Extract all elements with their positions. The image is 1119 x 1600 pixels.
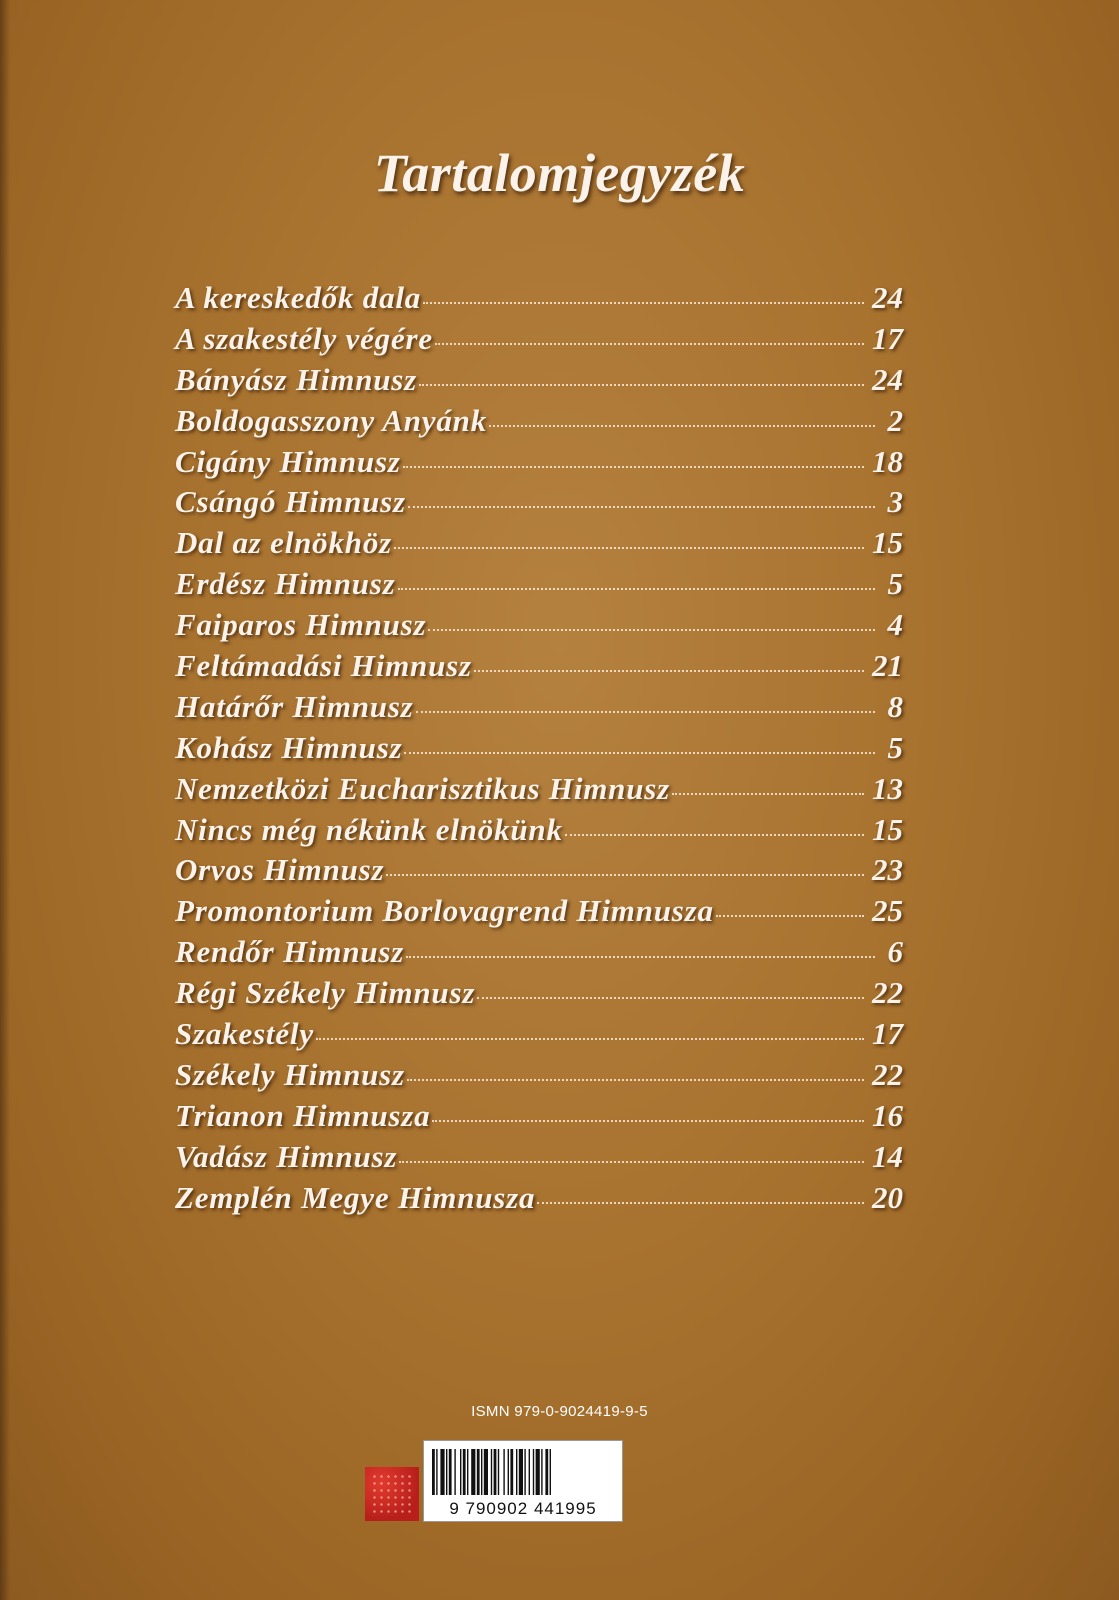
toc-entry-title: Dal az elnökhöz: [175, 525, 392, 561]
barcode-bar: [432, 1449, 435, 1495]
toc-entry: [175, 1098, 903, 1139]
barcode-bar: [460, 1449, 461, 1495]
toc-entry-page: 4: [887, 607, 903, 643]
toc-entry-page: 2: [887, 402, 903, 438]
toc-dot-leader: [316, 1038, 864, 1040]
toc-entry-title: Orvos Himnusz: [175, 852, 385, 888]
toc-entry: [175, 321, 903, 362]
barcode-bar: [477, 1449, 480, 1495]
table-of-contents: [175, 280, 903, 1220]
toc-entry-page: 17: [872, 1016, 903, 1052]
toc-dot-leader: [423, 302, 864, 304]
barcode-bar: [508, 1449, 509, 1495]
toc-entry-page: 17: [872, 320, 903, 356]
toc-entry-page: 18: [872, 443, 903, 479]
toc-dot-leader: [398, 588, 875, 590]
barcode-bar: [541, 1449, 542, 1495]
barcode-bar: [550, 1449, 551, 1495]
toc-entry: [175, 852, 903, 893]
toc-entry: [175, 648, 903, 689]
page-edge-shadow: [0, 0, 10, 1600]
toc-entry-page: 15: [872, 525, 903, 561]
toc-entry: [175, 566, 903, 607]
barcode-bars: [432, 1449, 614, 1495]
toc-entry-page: 5: [887, 729, 903, 765]
barcode-bar: [463, 1449, 466, 1495]
toc-dot-leader: [416, 711, 875, 713]
toc-entry-title: Rendőr Himnusz: [175, 934, 405, 970]
toc-dot-leader: [565, 834, 864, 836]
barcode-bar: [516, 1449, 517, 1495]
toc-entry: [175, 1057, 903, 1098]
ismn-label: ISMN 979-0-9024419-9-5: [471, 1403, 648, 1420]
toc-dot-leader: [394, 547, 864, 549]
toc-entry: [175, 1139, 903, 1180]
toc-dot-leader: [474, 670, 864, 672]
barcode-bar: [471, 1449, 475, 1495]
toc-dot-leader: [477, 997, 864, 999]
toc-entry-title: Cigány Himnusz: [175, 443, 401, 479]
toc-entry-title: Bányász Himnusz: [175, 361, 418, 397]
toc-entry-title: Erdész Himnusz: [175, 566, 396, 602]
toc-dot-leader: [404, 752, 875, 754]
toc-entry-title: A szakestély végére: [175, 320, 433, 356]
barcode-bar: [446, 1449, 447, 1495]
toc-dot-leader: [386, 874, 864, 876]
toc-entry-page: 22: [872, 1056, 903, 1092]
toc-entry-page: 23: [872, 852, 903, 888]
barcode-bar: [503, 1449, 504, 1495]
toc-entry: [175, 362, 903, 403]
toc-entry-page: 13: [872, 770, 903, 806]
toc-dot-leader: [489, 425, 875, 427]
toc-entry: [175, 525, 903, 566]
toc-entry-page: 5: [887, 566, 903, 602]
toc-entry-title: Székely Himnusz: [175, 1056, 405, 1092]
barcode-bar: [524, 1449, 525, 1495]
toc-entry-title: Nemzetközi Eucharisztikus Himnusz: [175, 770, 670, 806]
toc-entry-title: Régi Székely Himnusz: [175, 975, 476, 1011]
toc-entry-title: Promontorium Borlovagrend Himnusza: [175, 893, 714, 929]
toc-entry-title: Boldogasszony Anyánk: [175, 402, 487, 438]
toc-entry-page: 3: [887, 484, 903, 520]
barcode-bar: [529, 1449, 530, 1495]
toc-entry-page: 8: [887, 688, 903, 724]
toc-entry-page: 24: [872, 280, 903, 315]
toc-entry-page: 25: [872, 893, 903, 929]
toc-dot-leader: [406, 956, 875, 958]
red-sticker: [365, 1467, 419, 1521]
barcode-bar: [498, 1449, 499, 1495]
barcode-number: 9 790902 441995: [449, 1499, 597, 1518]
toc-entry-title: Szakestély: [175, 1016, 314, 1052]
toc-entry: [175, 403, 903, 444]
barcode-bar: [536, 1449, 540, 1495]
barcode-bar: [436, 1449, 437, 1495]
barcode-bar: [545, 1449, 548, 1495]
barcode-bar: [481, 1449, 482, 1495]
toc-entry: [175, 975, 903, 1016]
barcode-bar: [440, 1449, 444, 1495]
toc-entry-title: Faiparos Himnusz: [175, 607, 427, 643]
barcode-bar: [467, 1449, 468, 1495]
toc-entry-page: 22: [872, 975, 903, 1011]
toc-dot-leader: [407, 1079, 864, 1081]
toc-entry-title: Vadász Himnusz: [175, 1138, 398, 1174]
toc-entry: [175, 893, 903, 934]
toc-dot-leader: [399, 1161, 864, 1163]
toc-dot-leader: [403, 466, 864, 468]
toc-dot-leader: [408, 506, 875, 508]
barcode: [423, 1440, 623, 1522]
page-title: Tartalomjegyzék: [373, 143, 746, 203]
toc-entry-title: Kohász Himnusz: [175, 729, 403, 765]
barcode-bar: [449, 1449, 452, 1495]
toc-dot-leader: [672, 793, 864, 795]
toc-entry-page: 20: [872, 1179, 903, 1215]
toc-entry-title: Határőr Himnusz: [175, 688, 414, 724]
barcode-bar: [494, 1449, 497, 1495]
toc-dot-leader: [716, 915, 864, 917]
toc-entry: [175, 444, 903, 485]
toc-entry: [175, 1016, 903, 1057]
toc-entry-title: Nincs még nékünk elnökünk: [175, 811, 563, 847]
toc-entry-title: A kereskedők dala: [175, 280, 422, 315]
toc-entry-page: 15: [872, 811, 903, 847]
toc-entry: [175, 689, 903, 730]
barcode-bar: [484, 1449, 488, 1495]
toc-entry: [175, 934, 903, 975]
toc-entry: [175, 771, 903, 812]
toc-entry-page: 16: [872, 1097, 903, 1133]
toc-dot-leader: [432, 1120, 864, 1122]
toc-entry: [175, 280, 903, 321]
toc-entry-page: 14: [872, 1138, 903, 1174]
toc-entry: [175, 607, 903, 648]
toc-entry-title: Feltámadási Himnusz: [175, 648, 472, 684]
toc-entry: [175, 730, 903, 771]
barcode-bar: [454, 1449, 455, 1495]
toc-entry-page: 24: [872, 361, 903, 397]
toc-entry-title: Trianon Himnusza: [175, 1097, 431, 1133]
toc-entry-title: Csángó Himnusz: [175, 484, 406, 520]
toc-entry: [175, 812, 903, 853]
toc-dot-leader: [428, 629, 875, 631]
toc-entry: [175, 484, 903, 525]
barcode-bar: [491, 1449, 492, 1495]
barcode-bar: [519, 1449, 523, 1495]
barcode-bar: [510, 1449, 513, 1495]
toc-entry-page: 21: [872, 648, 903, 684]
toc-entry-page: 6: [887, 934, 903, 970]
toc-entry-title: Zemplén Megye Himnusza: [175, 1179, 536, 1215]
toc-dot-leader: [419, 384, 864, 386]
toc-dot-leader: [435, 343, 864, 345]
toc-dot-leader: [537, 1202, 864, 1204]
barcode-bar: [533, 1449, 534, 1495]
toc-entry: [175, 1180, 903, 1221]
